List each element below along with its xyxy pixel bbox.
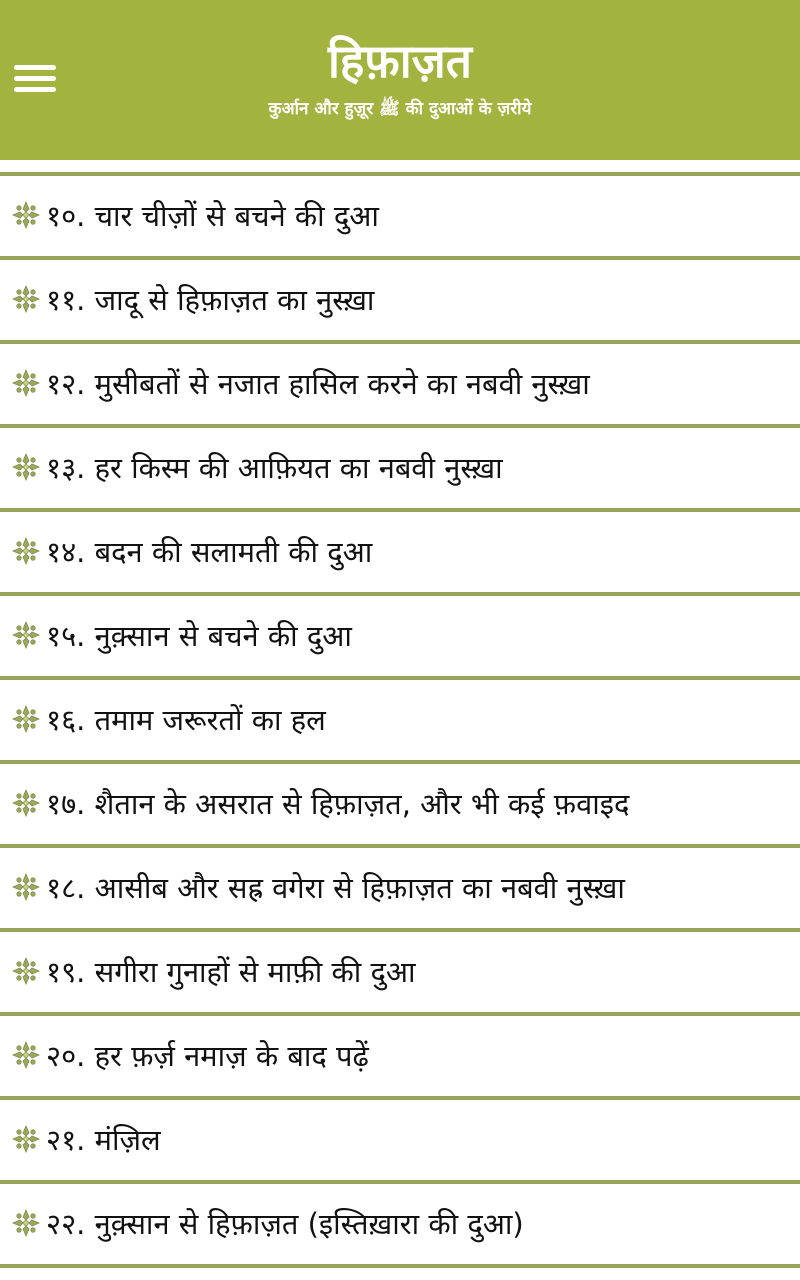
list-item-label: १७. शैतान के असरात से हिफ़ाज़त, और भी कई फ़वाइद — [46, 787, 630, 821]
list-item[interactable] — [0, 932, 800, 1016]
ornament-bullet-icon — [12, 1209, 40, 1237]
dua-list — [0, 160, 800, 1268]
list-item-label: १०. चार चीज़ों से बचने की दुआ — [46, 199, 379, 233]
list-item-label: १६. तमाम जरूरतों का हल — [46, 703, 326, 737]
app-subtitle: कुर्आन और हुज़ूर ﷺ की दुआओं के ज़रीये — [268, 99, 532, 119]
list-item-label: १९. सगीरा गुनाहों से माफ़ी की दुआ — [46, 955, 416, 989]
list-item[interactable] — [0, 1100, 800, 1184]
list-item[interactable] — [0, 176, 800, 260]
ornament-bullet-icon — [12, 1125, 40, 1153]
list-item-label: २१. मंज़िल — [46, 1123, 161, 1157]
list-top-divider — [0, 160, 800, 176]
ornament-bullet-icon — [12, 537, 40, 565]
list-item[interactable] — [0, 1016, 800, 1100]
list-item-label: १२. मुसीबतों से नजात हासिल करने का नबवी नुस्ख़ा — [46, 367, 590, 401]
list-item-label: १८. आसीब और सह्र वगेरा से हिफ़ाज़त का नबवी नुस्ख़ा — [46, 871, 625, 905]
list-item-label: १४. बदन की सलामती की दुआ — [46, 535, 373, 569]
ornament-bullet-icon — [12, 1041, 40, 1069]
ornament-bullet-icon — [12, 957, 40, 985]
list-item[interactable] — [0, 848, 800, 932]
ornament-bullet-icon — [12, 789, 40, 817]
list-item-label: ११. जादू से हिफ़ाज़त का नुस्ख़ा — [46, 283, 375, 317]
ornament-bullet-icon — [12, 285, 40, 313]
list-item-label: २०. हर फ़र्ज़ नमाज़ के बाद पढ़ें — [46, 1039, 369, 1073]
ornament-bullet-icon — [12, 453, 40, 481]
list-item-label: २२. नुक़्सान से हिफ़ाज़त (इस्तिख़ारा की दुआ) — [46, 1207, 524, 1241]
list-item[interactable] — [0, 344, 800, 428]
list-item[interactable] — [0, 1184, 800, 1268]
ornament-bullet-icon — [12, 369, 40, 397]
list-item[interactable] — [0, 764, 800, 848]
list-item-label: १५. नुक़्सान से बचने की दुआ — [46, 619, 352, 653]
ornament-bullet-icon — [12, 873, 40, 901]
list-item[interactable] — [0, 260, 800, 344]
app-title: हिफ़ाज़त — [327, 34, 473, 88]
ornament-bullet-icon — [12, 201, 40, 229]
app-header — [0, 0, 800, 160]
list-item[interactable] — [0, 428, 800, 512]
ornament-bullet-icon — [12, 621, 40, 649]
list-item[interactable] — [0, 512, 800, 596]
ornament-bullet-icon — [12, 705, 40, 733]
list-item-label: १३. हर किस्म की आफ़ियत का नबवी नुस्ख़ा — [46, 451, 503, 485]
list-item[interactable] — [0, 680, 800, 764]
list-item[interactable] — [0, 596, 800, 680]
